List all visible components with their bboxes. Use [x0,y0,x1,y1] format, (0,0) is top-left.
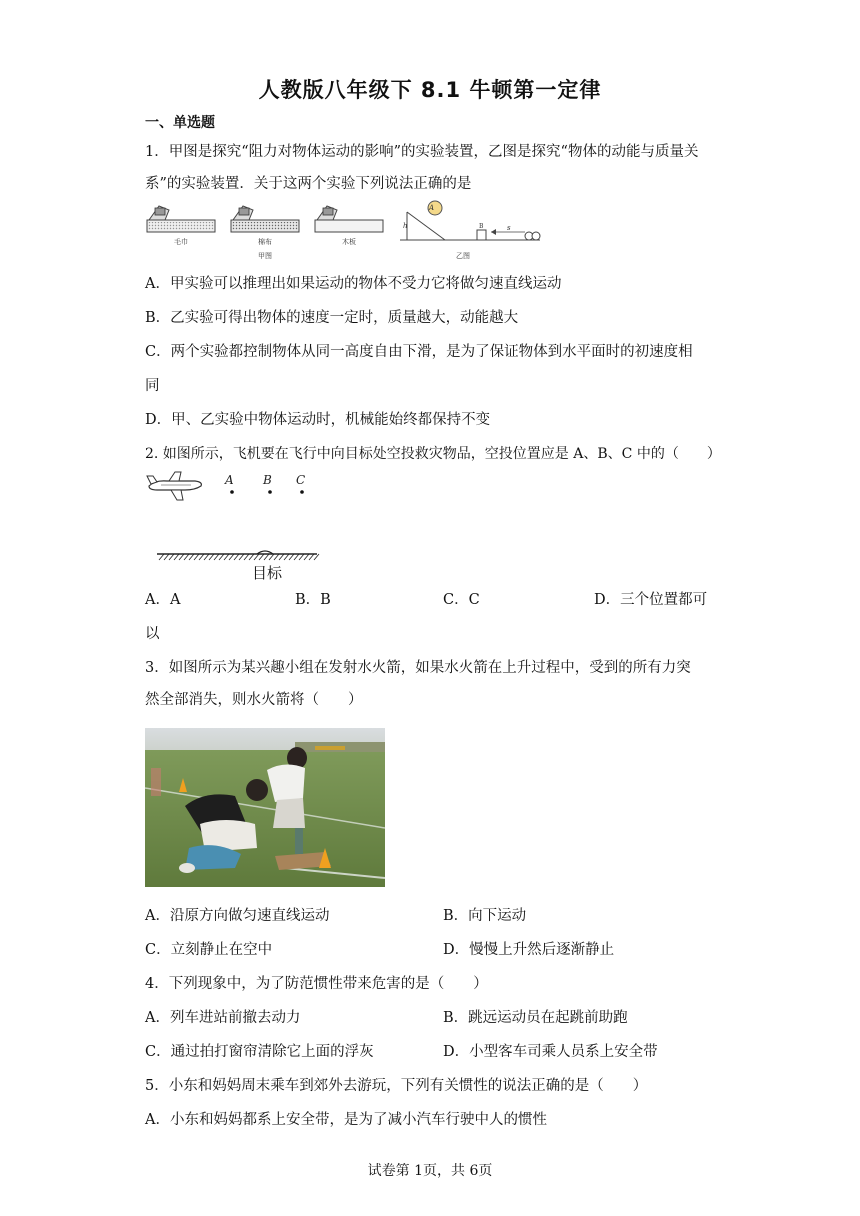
q1-option-a: A．甲实验可以推理出如果运动的物体不受力它将做匀速直线运动 [145,276,562,292]
q3-option-a: A．沿原方向做匀速直线运动 [145,908,330,924]
section-heading: 一、单选题 [145,115,215,131]
hatch-mark [229,554,234,560]
page-footer: 试卷第 1页，共 6页 [367,1163,493,1179]
ground-hatching [159,554,319,560]
hatch-mark [199,554,204,560]
hatch-mark [289,554,294,560]
ramp-cotton [231,206,299,232]
hatch-mark [304,554,309,560]
point-c-marker [300,490,304,494]
q2-option-b: B．B [295,592,331,608]
q2-option-d-line1: D．三个位置都可 [594,592,708,608]
hatch-mark [164,554,169,560]
label-yi: 乙图 [456,252,470,260]
q2-option-a: A．A [145,592,181,608]
label-board: 木板 [342,238,356,246]
q3-option-d: D．慢慢上升然后逐渐静止 [443,942,615,958]
point-a-marker [230,490,234,494]
q1-stem-line2: 系”的实验装置．关于这两个实验下列说法正确的是 [145,176,472,192]
airplane-icon [147,472,201,500]
ramp-towel [147,206,215,232]
hatch-mark [274,554,279,560]
hatch-mark [209,554,214,560]
q1-stem-line1: 1．甲图是探究“阻力对物体运动的影响”的实验装置，乙图是探究“物体的动能与质量关 [145,144,699,160]
hatch-mark [194,554,199,560]
incline-setup [400,201,540,240]
q4-stem: 4．下列现象中，为了防范惯性带来危害的是（ ） [145,976,488,992]
q1-option-b: B．乙实验可得出物体的速度一定时，质量越大，动能越大 [145,310,519,326]
point-label-a: A [225,473,234,487]
hatch-mark [279,554,284,560]
hatch-mark [249,554,254,560]
hatch-mark [224,554,229,560]
q3-option-b: B．向下运动 [443,908,527,924]
hatch-mark [179,554,184,560]
q4-option-d: D．小型客车司乘人员系上安全带 [443,1044,658,1060]
q3-option-c: C．立刻静止在空中 [145,942,273,958]
q1-option-d: D．甲、乙实验中物体运动时，机械能始终都保持不变 [145,412,491,428]
hatch-mark [259,554,264,560]
point-b-marker [268,490,272,494]
q4-option-c: C．通过拍打窗帘清除它上面的浮灰 [145,1044,374,1060]
ground-line [157,551,317,554]
ramp-board [315,206,383,232]
q4-option-a: A．列车进站前撤去动力 [145,1010,301,1026]
hatch-mark [214,554,219,560]
target-label: 目标 [251,564,283,582]
point-label-c: C [296,473,306,487]
q5-option-a: A．小东和妈妈都系上安全带，是为了减小汽车行驶中人的惯性 [145,1112,547,1128]
hatch-mark [234,554,239,560]
label-towel: 毛巾 [174,238,188,246]
q1-option-c-line1: C．两个实验都控制物体从同一高度自由下滑，是为了保证物体到水平面时的初速度相 [145,344,693,360]
hatch-mark [294,554,299,560]
hatch-mark [174,554,179,560]
hatch-mark [204,554,209,560]
q2-option-d-line2: 以 [145,626,160,642]
hatch-mark [314,554,319,560]
label-s: s [507,224,511,232]
q2-figure [145,468,325,584]
q4-option-b: B．跳远运动员在起跳前助跑 [443,1010,628,1026]
hatch-mark [219,554,224,560]
label-jia: 甲图 [258,252,272,260]
page-title: 人教版八年级下 8.1 牛顿第一定律 [258,78,602,102]
hatch-mark [284,554,289,560]
water-rocket-photo [145,728,385,887]
hatch-mark [254,554,259,560]
q1-figure [145,200,545,264]
q5-stem: 5．小东和妈妈周末乘车到郊外去游玩，下列有关惯性的说法正确的是（ ） [145,1078,648,1094]
hatch-mark [159,554,164,560]
hatch-mark [184,554,189,560]
hatch-mark [264,554,269,560]
label-h: h [403,222,408,230]
q3-stem-line2: 然全部消失，则水火箭将（ ） [145,692,363,708]
point-label-b: B [263,473,272,487]
hatch-mark [189,554,194,560]
hatch-mark [299,554,304,560]
hatch-mark [239,554,244,560]
label-a: A [429,204,435,212]
hatch-mark [269,554,274,560]
label-b: B [479,223,484,230]
hatch-mark [169,554,174,560]
q3-stem-line1: 3．如图所示为某兴趣小组在发射水火箭，如果水火箭在上升过程中，受到的所有力突 [145,660,691,676]
q1-option-c-line2: 同 [145,378,160,394]
q2-stem: 2. 如图所示，飞机要在飞行中向目标处空投救灾物品，空投位置应是 A、B、C 中的（ ） [145,446,721,462]
hatch-mark [244,554,249,560]
q2-option-c: C．C [443,592,480,608]
hatch-mark [309,554,314,560]
label-cotton: 棉布 [258,238,272,246]
